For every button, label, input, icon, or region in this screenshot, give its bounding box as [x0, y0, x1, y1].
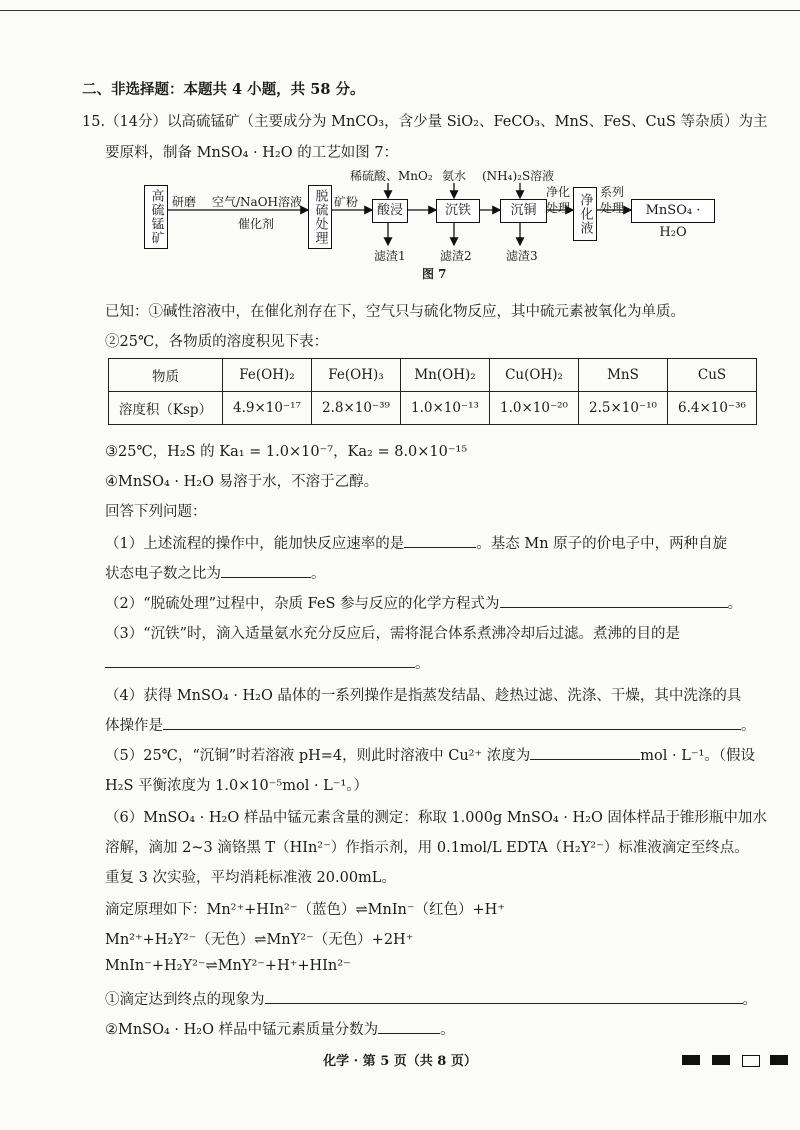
table-row — [109, 392, 757, 425]
table-cell: 2.8×10⁻³⁹ — [312, 392, 401, 425]
table-cell: Fe(OH)₂ — [223, 359, 312, 392]
known-3: ③25℃，H₂S 的 Ka₁ = 1.0×10⁻⁷，Ka₂ = 8.0×10⁻¹⁵ — [105, 444, 468, 460]
question-5-line-1 — [105, 744, 755, 765]
question-6-2 — [105, 1018, 455, 1039]
question-3: （3）“沉铁”时，滴入适量氨水充分反应后，需将混合体系煮沸冷却后过滤。煮沸的目的是 — [105, 626, 681, 642]
label-ore-powder: 矿粉 — [334, 195, 359, 209]
marker-square — [682, 1055, 700, 1065]
figure-caption: 图 7 — [422, 267, 447, 281]
table-header-row — [109, 359, 757, 392]
label-series-2: 处理 — [600, 201, 625, 215]
label-air-naoh: 空气/NaOH溶液 — [212, 195, 303, 209]
table-cell: 物质 — [109, 359, 223, 392]
answer-blank — [404, 533, 476, 548]
known-1: 已知：①碱性溶液中，在催化剂存在下，空气只与硫化物反应，其中硫元素被氧化为单质。 — [105, 304, 685, 320]
box-purified: 净化液 — [573, 187, 597, 241]
label-grind: 研磨 — [172, 195, 197, 209]
process-flowchart — [140, 165, 740, 280]
label-series-1: 系列 — [600, 185, 625, 199]
question-1-line-1 — [105, 532, 727, 553]
q1-text-a: （1）上述流程的操作中，能加快反应速率的是 — [105, 536, 405, 552]
period: 。 — [440, 1022, 455, 1038]
table-cell: 溶度积（Ksp） — [109, 392, 223, 425]
answer-blank — [163, 715, 741, 730]
equation-2: Mn²⁺+H₂Y²⁻（无色）⇌MnY²⁻（无色）+2H⁺ — [105, 932, 414, 948]
question-4-line-2 — [105, 714, 756, 735]
period: 。 — [742, 992, 757, 1008]
marker-square — [770, 1055, 788, 1065]
residue-1: 滤渣1 — [374, 249, 406, 263]
table-cell: MnS — [579, 359, 668, 392]
known-4: ④MnSO₄ · H₂O 易溶于水，不溶于乙醇。 — [105, 474, 379, 490]
q4-text-b: 体操作是 — [105, 718, 163, 734]
box-leach: 酸浸 — [372, 199, 408, 223]
q6-2-text: ②MnSO₄ · H₂O 样品中锰元素质量分数为 — [105, 1022, 379, 1038]
q6-1-text: ①滴定达到终点的现象为 — [105, 992, 265, 1008]
table-cell: Mn(OH)₂ — [401, 359, 490, 392]
table-cell: 2.5×10⁻¹⁰ — [579, 392, 668, 425]
table-cell: 6.4×10⁻³⁶ — [668, 392, 757, 425]
question-3-blank-line — [105, 652, 430, 673]
answer-blank — [500, 593, 728, 608]
page-footer: 化学 · 第 5 页（共 8 页） — [323, 1054, 477, 1069]
marker-square — [712, 1055, 730, 1065]
label-reagent3: (NH₄)₂S溶液 — [482, 169, 555, 183]
answer-blank — [221, 563, 311, 578]
table-cell: Fe(OH)₃ — [312, 359, 401, 392]
answer-blank — [378, 1019, 440, 1034]
label-purify-2: 处理 — [546, 201, 571, 215]
residue-2: 滤渣2 — [440, 249, 472, 263]
answer-blank — [530, 745, 640, 760]
question-6-line-2: 溶解，滴加 2~3 滴铬黑 T（HIn²⁻）作指示剂，用 0.1mol/L EDTA（H₂Y²⁻）标准液滴定至终点。 — [105, 840, 749, 856]
answer-blank — [265, 989, 743, 1004]
box-copper: 沉铜 — [500, 199, 547, 223]
q5-text-b: mol · L⁻¹。（假设 — [640, 748, 756, 764]
label-catalyst: 催化剂 — [238, 217, 275, 231]
marker-square-outline — [742, 1055, 760, 1067]
box-desulf: 脱硫处理 — [308, 185, 332, 249]
answer-blank — [105, 653, 415, 668]
answer-prompt: 回答下列问题： — [105, 504, 207, 520]
q2-text: （2）“脱硫处理”过程中，杂质 FeS 参与反应的化学方程式为 — [105, 596, 500, 612]
question-5-line-2: H₂S 平衡浓度为 1.0×10⁻⁵mol · L⁻¹。） — [105, 778, 369, 794]
question-1-line-2 — [105, 562, 326, 583]
q15-intro-1: 15.（14分）以高硫锰矿（主要成分为 MnCO₃，含少量 SiO₂、FeCO₃、MnS、FeS、CuS 等杂质）为主 — [82, 114, 768, 130]
titration-principle: 滴定原理如下：Mn²⁺+HIn²⁻（蓝色）⇌MnIn⁻（红色）+H⁺ — [105, 902, 505, 918]
question-6-line-1: （6）MnSO₄ · H₂O 样品中锰元素含量的测定：称取 1.000g MnSO₄ · H₂O 固体样品于锥形瓶中加水 — [105, 810, 767, 826]
table-cell: 1.0×10⁻²⁰ — [490, 392, 579, 425]
question-4-line-1: （4）获得 MnSO₄ · H₂O 晶体的一系列操作是指蒸发结晶、趁热过滤、洗涤、干燥，其中洗涤的具 — [105, 688, 742, 704]
table-cell: Cu(OH)₂ — [490, 359, 579, 392]
known-2: ②25℃，各物质的溶度积见下表： — [105, 334, 329, 350]
residue-3: 滤渣3 — [506, 249, 538, 263]
ksp-table — [108, 358, 757, 425]
period: 。 — [741, 718, 756, 734]
label-reagent2: 氨水 — [442, 169, 467, 183]
q5-text-a: （5）25℃，“沉铜”时若溶液 pH=4，则此时溶液中 Cu²⁺ 浓度为 — [105, 748, 531, 764]
period: 。 — [415, 656, 430, 672]
period: 。 — [311, 566, 326, 582]
q1-text-b: 。基态 Mn 原子的价电子中，两种自旋 — [476, 536, 728, 552]
question-6-1 — [105, 988, 757, 1009]
section-title: 二、非选择题：本题共 4 小题，共 58 分。 — [82, 81, 365, 98]
question-6-line-3: 重复 3 次实验，平均消耗标准液 20.00mL。 — [105, 870, 396, 886]
q15-intro-2: 要原料，制备 MnSO₄ · H₂O 的工艺如图 7： — [105, 145, 399, 161]
box-product: MnSO₄ · H₂O — [631, 199, 715, 223]
question-2 — [105, 592, 742, 613]
table-cell: 4.9×10⁻¹⁷ — [223, 392, 312, 425]
period: 。 — [727, 596, 743, 612]
box-iron: 沉铁 — [436, 199, 480, 223]
label-reagent1: 稀硫酸、MnO₂ — [350, 169, 433, 183]
box-ore: 高硫锰矿 — [144, 185, 168, 249]
q1-text-c: 状态电子数之比为 — [105, 566, 221, 582]
equation-3: MnIn⁻+H₂Y²⁻⇌MnY²⁻+H⁺+HIn²⁻ — [105, 958, 351, 974]
table-cell: CuS — [668, 359, 757, 392]
table-cell: 1.0×10⁻¹³ — [401, 392, 490, 425]
label-purify-1: 净化 — [546, 185, 571, 199]
top-rule — [0, 0, 800, 11]
